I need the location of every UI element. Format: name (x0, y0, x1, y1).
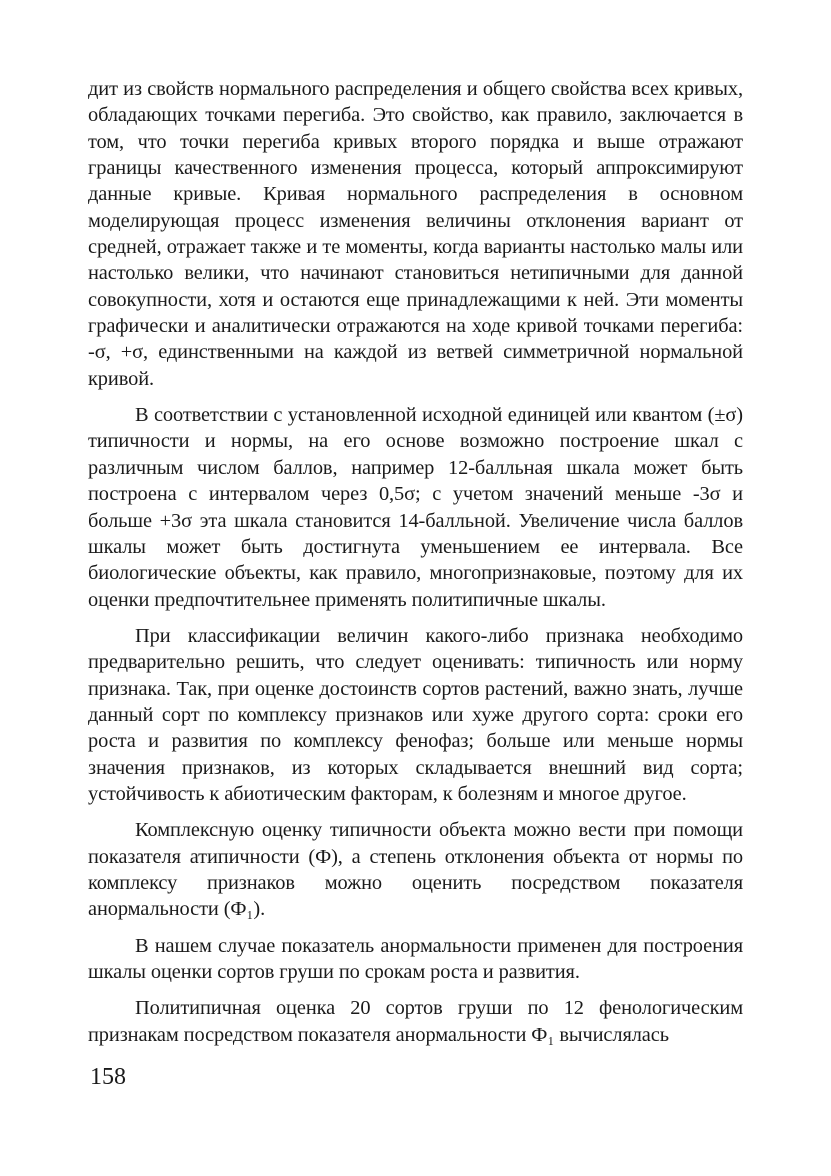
paragraph-4: Комплексную оценку типичности объекта можно вести при помощи показателя атипичности (Ф), а степень отклонения объекта от нормы по комплексу признаков можно оценить посредством показателя анормальности (Ф₁). (88, 819, 743, 921)
page-number: 158 (90, 1064, 126, 1090)
paragraph-1: дит из свойств нормального распределения и общего свойства всех кривых, обладающих точками перегиба. Это свойство, как правило, заключается в том, что точки перегиба кривых второго порядка и выше отражают границы качественного изменения процесса, который аппроксимируют данные кривые. Кривая нормального распределения в основном моделирующая процесс изменения величины отклонения вариант от средней, отражает также и те моменты, когда варианты настолько малы или настолько велики, что начинают становиться нетипичными для данной совокупности, хотя и остаются еще принадлежащими к ней. Эти моменты графически и аналитически отражаются на ходе кривой точками перегиба: -σ, +σ, единственными на каждой из ветвей симметричной нормальной кривой. (88, 78, 743, 390)
page-text-block (88, 76, 743, 1048)
paragraph-2: В соответствии с установленной исходной единицей или квантом (±σ) типичности и нормы, на его основе возможно построение шкал с различным числом баллов, например 12-балльная шкала может быть построена с интервалом через 0,5σ; с учетом значений меньше -3σ и больше +3σ эта шкала становится 14-балльной. Увеличение числа баллов шкалы может быть достигнута уменьшением ее интервала. Все биологические объекты, как правило, многопризнаковые, поэтому для их оценки предпочтительнее применять политипичные шкалы. (88, 404, 743, 611)
paragraph-6: Политипичная оценка 20 сортов груши по 12 фенологическим признакам посредством показателя анормальности Ф₁ вычислялась (88, 997, 743, 1046)
paragraph-5: В нашем случае показатель анормальности применен для построения шкалы оценки сортов груши по срокам роста и развития. (88, 934, 743, 983)
paragraph-3: При классификации величин какого-либо признака необходимо предварительно решить, что следует оценивать: типичность или норму признака. Так, при оценке достоинств сортов растений, важно знать, лучше данный сорт по комплексу признаков или хуже другого сорта: сроки его роста и развития по комплексу фенофаз; больше или меньше нормы значения признаков, из которых складывается внешний вид сорта; устойчивость к абиотическим факторам, к болезням и многое другое. (88, 624, 743, 805)
